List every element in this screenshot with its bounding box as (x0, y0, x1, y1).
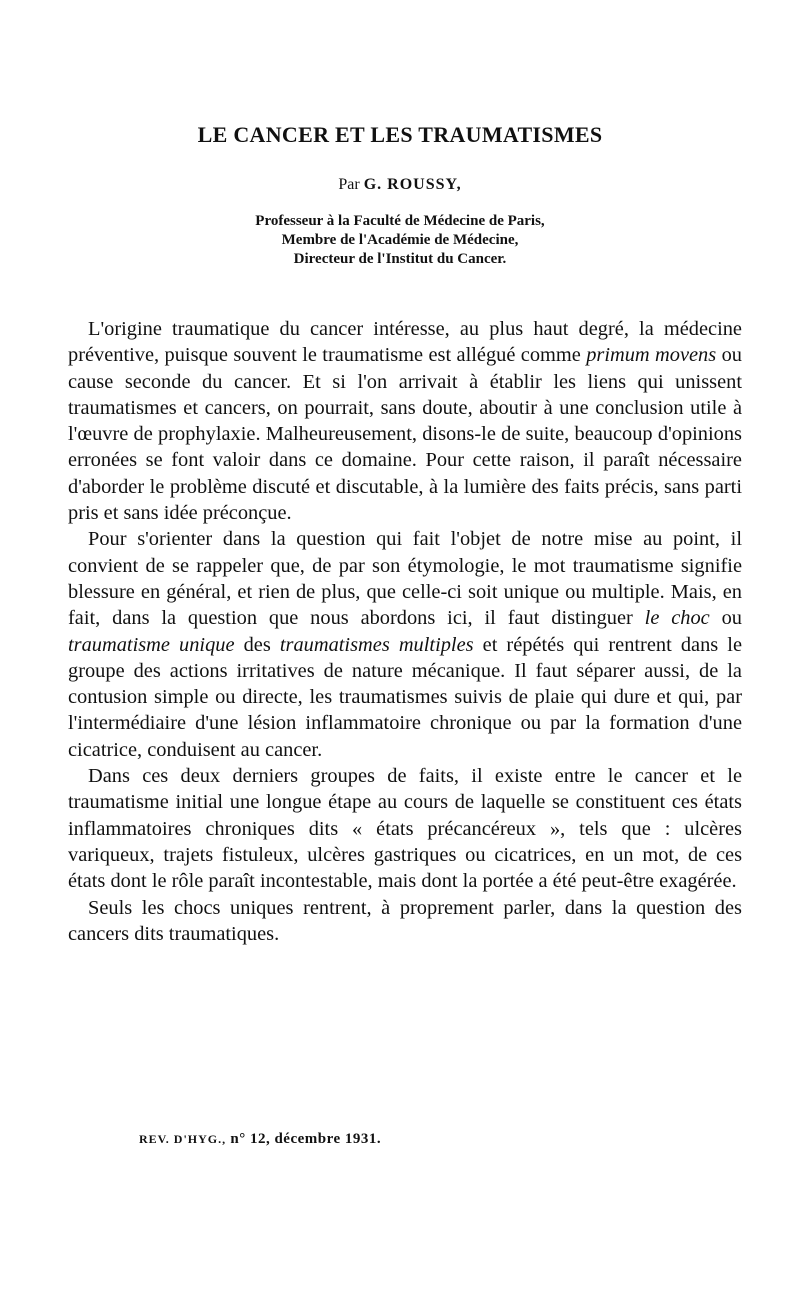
affiliation-line: Professeur à la Faculté de Médecine de Paris, (255, 213, 545, 229)
journal-name: REV. D'HYG., (139, 1132, 227, 1146)
journal-reference (139, 1131, 381, 1148)
author-affiliations (0, 212, 800, 269)
byline (0, 176, 800, 194)
emphasis: le choc (644, 607, 710, 630)
emphasis: traumatisme unique (68, 633, 235, 656)
affiliation-line: Directeur de l'Institut du Cancer. (293, 251, 507, 267)
article-title: LE CANCER ET LES TRAUMATISMES (197, 122, 603, 147)
paragraph: Pour s'orienter dans la question qui fait l'objet de notre mise au point, il convient de se rappeler que, de par son étymologie, le mot traumatisme signifie blessure en général, et rien de plus, que celle-ci soit unique ou multiple. Mais, en fait, dans la question que nous abordons ici, il faut distinguer le choc ou traumatisme unique des traumatismes multiples et répétés qui rentrent dans le groupe des actions irritatives de nature mécanique. Il faut séparer aussi, de la contusion simple ou directe, les traumatismes suivis de plaie qui dure et qui, par l'intermédiaire d'une lésion inflammatoire chronique ou par la formation d'une cicatrice, conduisent au cancer. (68, 528, 742, 761)
emphasis: traumatismes multiples (279, 633, 474, 656)
author-name: G. ROUSSY, (363, 176, 462, 193)
article-body (68, 316, 742, 947)
paragraph: Dans ces deux derniers groupes de faits, il existe entre le cancer et le traumatisme initial une longue étape au cours de laquelle se constituent ces états inflammatoires chroniques dits « états précancéreux », tels que : ulcères variqueux, trajets fistuleux, ulcères gastriques ou cicatrices, en un mot, de ces états dont le rôle paraît incontestable, mais dont la portée a été peut-être exagérée. (68, 765, 742, 893)
paragraph: L'origine traumatique du cancer intéresse, au plus haut degré, la médecine préventive, puisque souvent le traumatisme est allégué comme primum movens ou cause seconde du cancer. Et si l'on arrivait à établir les liens qui unissent traumatismes et cancers, on pourrait, sans doute, aboutir à une conclusion utile à l'œuvre de prophylaxie. Malheureusement, disons-le de suite, beaucoup d'opinions erronées se font valoir dans ce domaine. Pour cette raison, il paraît nécessaire d'aborder le problème discuté et discutable, à la lumière des faits précis, sans parti pris et sans idée préconçue. (68, 318, 742, 525)
affiliation-line: Membre de l'Académie de Médecine, (281, 232, 519, 248)
byline-prefix: Par (338, 176, 360, 193)
latin-term: primum movens (586, 344, 717, 367)
paragraph: Seuls les chocs uniques rentrent, à proprement parler, dans la question des cancers dits traumatiques. (68, 896, 742, 945)
journal-issue: n° 12, décembre 1931. (230, 1131, 382, 1147)
